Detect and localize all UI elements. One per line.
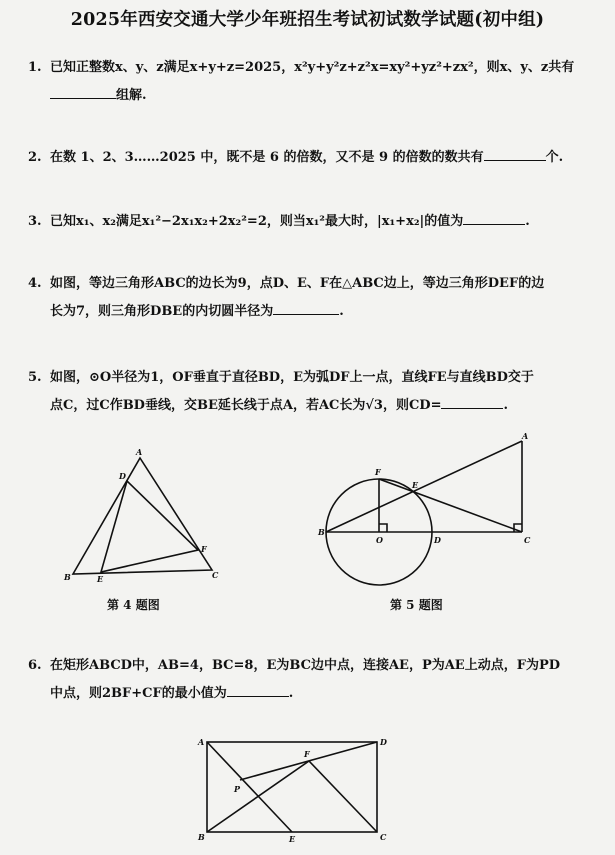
question-text: 如图，等边三角形ABC的边长为9，点D、E、F在△ABC边上，等边三角形DEF的边: [50, 276, 545, 291]
question-text: 长为7，则三角形DBE的内切圆半径为: [50, 304, 274, 319]
question-text: .: [503, 398, 509, 413]
question-text: 如图，⊙O半径为1，OF垂直于直径BD，E为弧DF上一点，直线FE与直线BD交于: [50, 370, 534, 385]
question-text: .: [339, 304, 344, 319]
label-b: B: [64, 572, 71, 582]
segment-ae: [207, 742, 292, 832]
question-text: 点C，过C作BD垂线，交BE延长线于点A，若AC长为√3，则CD=: [50, 398, 442, 413]
question-number: 5.: [28, 370, 42, 385]
label-d: D: [380, 737, 387, 747]
label-o: O: [376, 535, 383, 545]
label-p: P: [234, 784, 241, 794]
label-e: E: [97, 574, 104, 584]
label-f: F: [375, 467, 381, 477]
question-number: 6.: [28, 658, 42, 673]
figure-4-caption: 第 4 题图: [107, 598, 160, 612]
question-text: .: [288, 686, 294, 701]
figure-5-caption: 第 5 题图: [390, 598, 443, 612]
rectangle-abcd: [207, 742, 377, 832]
label-c: C: [524, 535, 531, 545]
question-text: 已知x₁、x₂满足x₁²−2x₁x₂+2x₂²=2，则当x₁²最大时，|x₁+x₂|的值为: [50, 214, 464, 229]
label-e: E: [412, 480, 419, 490]
question-text: 在矩形ABCD中，AB=4，BC=8，E为BC边中点，连接AE，P为AE上动点，F为PD: [50, 658, 560, 673]
question-number: 4.: [28, 276, 42, 291]
page-title: 2025年西安交通大学少年班招生考试初试数学试题(初中组): [70, 10, 545, 30]
question-text: 组解.: [116, 88, 147, 103]
question-text: 中点，则2BF+CF的最小值为: [50, 686, 227, 701]
label-c: C: [380, 832, 387, 842]
label-a: A: [136, 447, 143, 457]
question-text: 已知正整数x、y、z满足x+y+z=2025，x²y+y²z+z²x=xy²+yz²+zx²，则x、y、z共有: [50, 60, 575, 75]
label-b: B: [198, 832, 205, 842]
question-number: 2.: [28, 150, 42, 165]
label-a: A: [522, 431, 529, 441]
label-d: D: [119, 471, 126, 481]
label-b: B: [318, 527, 325, 537]
question-number: 1.: [28, 60, 42, 75]
label-d: D: [434, 535, 441, 545]
label-c: C: [212, 570, 219, 580]
segment-bf: [207, 761, 309, 832]
label-a: A: [198, 737, 205, 747]
question-text: 个.: [545, 150, 564, 165]
label-f: F: [201, 544, 207, 554]
segment-fc: [309, 761, 377, 832]
question-number: 3.: [28, 214, 42, 229]
question-text: 在数 1、2、3……2025 中，既不是 6 的倍数，又不是 9 的倍数的数共有: [50, 150, 484, 165]
label-e: E: [289, 834, 296, 844]
question-text: .: [525, 214, 530, 229]
label-f: F: [304, 749, 310, 759]
